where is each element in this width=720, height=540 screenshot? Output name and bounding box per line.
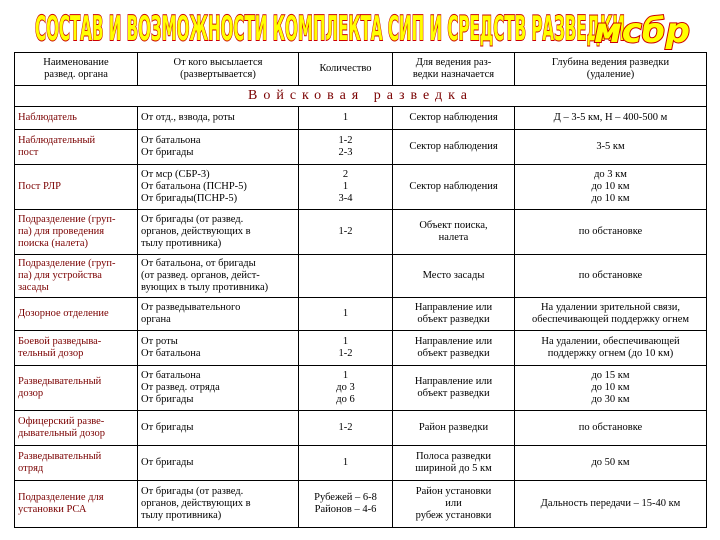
cell-line: 3-5 км [596, 141, 625, 152]
cell-line: Сектор наблюдения [409, 141, 498, 152]
cell-purpose [393, 481, 515, 528]
cell-line: Разведывательный [18, 376, 102, 387]
cell-purpose [393, 366, 515, 411]
cell-line: От батальона [141, 370, 201, 381]
cell-line: (развертывается) [180, 69, 256, 80]
cell-line: От отд., взвода, роты [141, 112, 235, 123]
cell-line: Сектор наблюдения [409, 112, 498, 123]
cell-line: От бригады(ПСНР-5) [141, 193, 238, 204]
cell-line: Наблюдатель [18, 112, 77, 123]
cell-line: или [445, 498, 462, 509]
cell-from [138, 210, 299, 255]
cell-line: шириной до 5 км [415, 463, 492, 474]
cell-line: 1 [342, 308, 349, 319]
cell-line: до 3 км [594, 169, 627, 180]
cell-line: по обстановке [578, 226, 643, 237]
cell-line: Направление или [414, 336, 493, 347]
cell-from [138, 255, 299, 298]
cell-line: От бригады (от развед. [141, 486, 244, 497]
cell-line: Д – 3-5 км, Н – 400-500 м [553, 112, 668, 123]
cell-line: От разведывательного [141, 302, 241, 313]
title-abbr: мсбр [593, 11, 690, 51]
cell-depth [515, 210, 707, 255]
table-row [15, 481, 707, 528]
cell-from [138, 130, 299, 165]
table-row [15, 446, 707, 481]
cell-line: объект разведки [417, 388, 490, 399]
cell-line: 3-4 [338, 193, 353, 204]
cell-from [138, 107, 299, 130]
cell-qty [299, 446, 393, 481]
cell-line: Полоса разведки [415, 451, 492, 462]
cell-purpose [393, 446, 515, 481]
cell-line: Подразделение (груп- [18, 214, 116, 225]
cell-line: па) для проведения [18, 226, 105, 237]
cell-line: до 10 км [591, 181, 630, 192]
title-banner [0, 0, 720, 52]
cell-qty [299, 411, 393, 446]
cell-name [15, 331, 138, 366]
cell-line: Боевой разведыва- [18, 336, 102, 347]
cell-line: 1-2 [338, 226, 353, 237]
cell-line: Количество [319, 63, 372, 74]
cell-line: до 10 км [591, 382, 630, 393]
table-row [15, 107, 707, 130]
cell-from [138, 481, 299, 528]
cell-line: 1 [342, 181, 349, 192]
cell-line: От батальона [141, 348, 201, 359]
section-row [15, 86, 707, 107]
cell-line: Дальность передачи – 15-40 км [540, 498, 681, 509]
cell-line: поддержку огнем (до 10 км) [547, 348, 674, 359]
cell-purpose [393, 107, 515, 130]
table-row [15, 130, 707, 165]
cell-name [15, 165, 138, 210]
cell-line: органов, действующих в [141, 498, 251, 509]
cell-name [15, 411, 138, 446]
cell-qty [299, 107, 393, 130]
cell-line: От бригады (от развед. [141, 214, 244, 225]
cell-line: до 50 км [591, 457, 630, 468]
cell-line: объект разведки [417, 314, 490, 325]
cell-name [15, 255, 138, 298]
cell-line: Направление или [414, 302, 493, 313]
header-depth [515, 53, 707, 86]
cell-line: От бригады [141, 147, 194, 158]
cell-name [15, 481, 138, 528]
cell-line: установки РСА [18, 504, 87, 515]
cell-line: Для ведения раз- [415, 57, 492, 68]
cell-line: тылу противника) [141, 238, 222, 249]
cell-purpose [393, 331, 515, 366]
cell-line: Район разведки [418, 422, 489, 433]
table-row [15, 298, 707, 331]
cell-line: От кого высылается [173, 57, 263, 68]
cell-line: 1 [342, 112, 349, 123]
cell-line: От батальона (ПСНР-5) [141, 181, 247, 192]
cell-purpose [393, 210, 515, 255]
table-row [15, 255, 707, 298]
cell-line: 1 [342, 336, 349, 347]
table-row [15, 366, 707, 411]
cell-line: Наименование [43, 57, 109, 68]
cell-line: Глубина ведения разведки [551, 57, 670, 68]
cell-line: до 30 км [591, 394, 630, 405]
cell-line: От мср (СБР-3) [141, 169, 210, 180]
cell-line: 1 [342, 370, 349, 381]
cell-line: На удалении, обеспечивающей [541, 336, 680, 347]
cell-line: налета [438, 232, 469, 243]
cell-line: Объект поиска, [419, 220, 488, 231]
cell-line: На удалении зрительной связи, [540, 302, 681, 313]
cell-purpose [393, 165, 515, 210]
cell-line: по обстановке [578, 270, 643, 281]
cell-line: От бригады [141, 457, 194, 468]
cell-line: рубеж установки [415, 510, 492, 521]
cell-line: От бригады [141, 394, 194, 405]
cell-name [15, 130, 138, 165]
cell-line: Районов – 4-6 [314, 504, 377, 515]
cell-name [15, 210, 138, 255]
cell-line: 1-2 [338, 422, 353, 433]
cell-line: 1-2 [338, 348, 353, 359]
cell-depth [515, 165, 707, 210]
cell-line: Разведывательный [18, 451, 102, 462]
cell-depth [515, 366, 707, 411]
cell-line: От роты [141, 336, 178, 347]
cell-line: 1 [342, 457, 349, 468]
cell-depth [515, 255, 707, 298]
cell-from [138, 366, 299, 411]
cell-name [15, 446, 138, 481]
cell-line: Пост РЛР [18, 181, 61, 192]
header-from [138, 53, 299, 86]
cell-line: От развед. отряда [141, 382, 220, 393]
cell-purpose [393, 298, 515, 331]
table-row [15, 165, 707, 210]
table-row [15, 331, 707, 366]
cell-from [138, 411, 299, 446]
cell-line: Направление или [414, 376, 493, 387]
cell-depth [515, 130, 707, 165]
cell-qty [299, 130, 393, 165]
cell-from [138, 165, 299, 210]
cell-line: 2 [342, 169, 349, 180]
cell-qty [299, 331, 393, 366]
cell-line: до 10 км [591, 193, 630, 204]
cell-qty [299, 366, 393, 411]
cell-line: дозор [18, 388, 44, 399]
cell-qty [299, 298, 393, 331]
table-row [15, 411, 707, 446]
cell-name [15, 107, 138, 130]
cell-line: органов, действующих в [141, 226, 251, 237]
cell-line: обеспечивающей поддержку огнем [532, 314, 689, 325]
cell-line: по обстановке [578, 422, 643, 433]
cell-line: От бригады [141, 422, 194, 433]
header-quantity [299, 53, 393, 86]
cell-qty [299, 165, 393, 210]
cell-line: тельный дозор [18, 348, 84, 359]
cell-line: до 6 [336, 394, 355, 405]
cell-line: Дозорное отделение [18, 308, 109, 319]
cell-line: до 3 [336, 382, 355, 393]
cell-line: От батальона, от бригады [141, 258, 256, 269]
title-main: СОСТАВ И ВОЗМОЖНОСТИ КОМПЛЕКТА СИП И СРЕДСТВ РАЗВЕДКИ [35, 9, 625, 49]
recon-table [14, 52, 707, 528]
cell-depth [515, 107, 707, 130]
cell-line: Рубежей – 6-8 [314, 492, 377, 503]
cell-line: (от развед. органов, дейст- [141, 270, 260, 281]
cell-line: Район установки [415, 486, 492, 497]
cell-line: От батальона [141, 135, 201, 146]
cell-line: тылу противника) [141, 510, 222, 521]
cell-line: ведки назначается [412, 69, 495, 80]
cell-line: объект разведки [417, 348, 490, 359]
cell-depth [515, 481, 707, 528]
cell-qty [299, 481, 393, 528]
cell-depth [515, 331, 707, 366]
cell-line: 2-3 [338, 147, 353, 158]
cell-purpose [393, 411, 515, 446]
cell-depth [515, 411, 707, 446]
cell-line: Сектор наблюдения [409, 181, 498, 192]
cell-purpose [393, 130, 515, 165]
cell-line: засады [18, 282, 49, 293]
cell-line: Офицерский разве- [18, 416, 105, 427]
cell-line: 1-2 [338, 135, 353, 146]
cell-line: до 15 км [591, 370, 630, 381]
cell-line: Подразделение для [18, 492, 104, 503]
section-title: Войсковая разведка [15, 86, 707, 107]
cell-line: дывательный дозор [18, 428, 105, 439]
cell-depth [515, 446, 707, 481]
cell-line: Место засады [422, 270, 485, 281]
cell-line: отряд [18, 463, 44, 474]
cell-line: па) для устройства [18, 270, 102, 281]
header-name [15, 53, 138, 86]
header-row [15, 53, 707, 86]
cell-purpose [393, 255, 515, 298]
cell-line: развед. органа [44, 69, 108, 80]
header-purpose [393, 53, 515, 86]
cell-line: (удаление) [586, 69, 635, 80]
cell-line: пост [18, 147, 39, 158]
cell-line: поиска (налета) [18, 238, 89, 249]
table-row [15, 210, 707, 255]
cell-name [15, 298, 138, 331]
cell-name [15, 366, 138, 411]
cell-line: Подразделение (груп- [18, 258, 116, 269]
cell-qty [299, 255, 393, 298]
cell-depth [515, 298, 707, 331]
cell-line: органа [141, 314, 171, 325]
cell-line: вующих в тылу противника) [141, 282, 269, 293]
cell-qty [299, 210, 393, 255]
cell-from [138, 298, 299, 331]
cell-from [138, 331, 299, 366]
cell-line: Наблюдательный [18, 135, 96, 146]
cell-from [138, 446, 299, 481]
